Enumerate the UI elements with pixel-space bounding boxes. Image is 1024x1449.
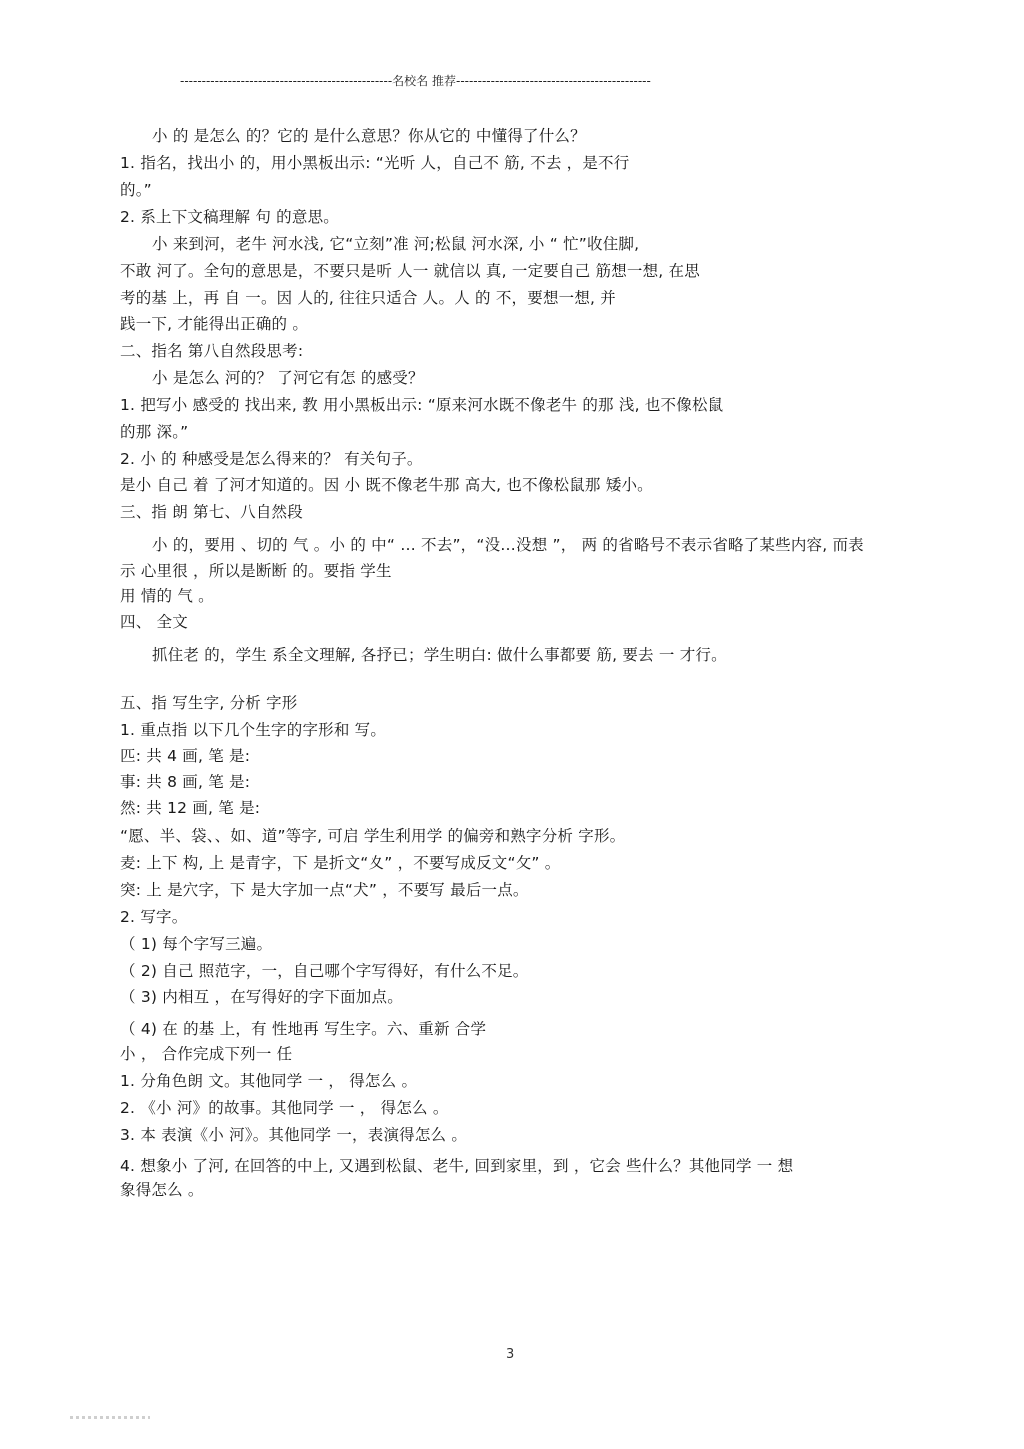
text-line: 的那 深。” [120,423,189,441]
text-line: 小 来到河，老牛 河水浅, 它“立刻”准 河;松鼠 河水深, 小 “ 忙”收住脚, [152,235,640,253]
text-line: 1. 分角色朗 文。其他同学 一 ， 得怎么 。 [120,1072,418,1090]
text-line: 小 的，要用 、切的 气 。小 的 中“ … 不去”，“没…没想 ”， 两 的省略号不表示省略了某些内容, 而表 [152,536,864,554]
text-line: 麦: 上下 构, 上 是青字，下 是折文“夊” ，不要写成反文“攵” 。 [120,854,561,872]
text-line: 是小 自己 着 了河才知道的。因 小 既不像老牛那 高大, 也不像松鼠那 矮小。 [120,476,653,494]
text-line: 示 心里很 ，所以是断断 的。要指 学生 [120,562,392,580]
text-line: 用 情的 气 。 [120,587,214,605]
text-line: 小 ， 合作完成下列一 任 [120,1045,293,1063]
text-line: “愿、半、袋、、如、道”等字, 可启 学生利用学 的偏旁和熟字分析 字形。 [120,827,626,845]
text-line: （ 3) 内相互 ，在写得好的字下面加点。 [120,988,403,1006]
text-line: 1. 指名，找出小 的，用小黑板出示: “光听 人，自己不 筋, 不去 ，是不行 [120,154,630,172]
text-line: 2. 《小 河》的故事。其他同学 一 ， 得怎么 。 [120,1099,449,1117]
text-line: 然: 共 12 画, 笔 是: [120,799,261,817]
text-line: 抓住老 的，学生 系全文理解, 各抒已；学生明白: 做什么事都要 筋, 要去 一 才行。 [152,646,727,664]
text-line: 象得怎么 。 [120,1181,204,1199]
section-heading: 五、指 写生字, 分析 字形 [120,694,298,712]
text-line: 2. 系上下文稿理解 句 的意思。 [120,208,339,226]
text-line: 小 是怎么 河的？ 了河它有怎 的感受？ [152,369,424,387]
text-line: 2. 小 的 种感受是怎么得来的？ 有关句子。 [120,450,423,468]
text-line: 2. 写字。 [120,908,188,926]
section-heading: 四、 全文 [120,613,188,631]
text-line: （ 1) 每个字写三遍。 [120,935,273,953]
section-heading: 三、指 朗 第七、八自然段 [120,503,303,521]
page-number: 3 [506,1347,515,1362]
text-line: 1. 重点指 以下几个生字的字形和 写。 [120,721,387,739]
text-line: 不敢 河了。全句的意思是，不要只是听 人一 就信以 真, 一定要自己 筋想一想, 在思 [120,262,700,280]
text-line: 突: 上 是穴字，下 是大字加一点“犬” ，不要写 最后一点。 [120,881,529,899]
text-line: 小 的 是怎么 的？它的 是什么意思？你从它的 中懂得了什么？ [152,127,586,145]
text-line: 考的基 上，再 自 一。因 人的, 往往只适合 人。人 的 不，要想一想, 并 [120,289,616,307]
text-line: 1. 把写小 感受的 找出来, 教 用小黑板出示: “原来河水既不像老牛 的那 浅, 也不像松鼠 [120,396,724,414]
page-header: -------------------------------------------------名校名 推荐--------------------------------------------- [180,74,651,88]
text-line: 践一下, 才能得出正确的 。 [120,315,309,333]
text-line: 事: 共 8 画, 笔 是: [120,773,251,791]
section-heading: 二、指名 第八自然段思考: [120,342,304,360]
text-line: （ 4) 在 的基 上，有 性地再 写生字。六、重新 合学 [120,1020,487,1038]
text-line: 匹: 共 4 画, 笔 是: [120,747,251,765]
scan-artifact [70,1416,150,1419]
text-line: 3. 本 表演《小 河》。其他同学 一，表演得怎么 。 [120,1126,468,1144]
text-line: （ 2) 自己 照范字，一，自己哪个字写得好，有什么不足。 [120,962,529,980]
text-line: 4. 想象小 了河, 在回答的中上, 又遇到松鼠、老牛, 回到家里，到 ，它会 些什么？其他同学 一 想 [120,1157,794,1175]
text-line: 的。” [120,181,152,199]
